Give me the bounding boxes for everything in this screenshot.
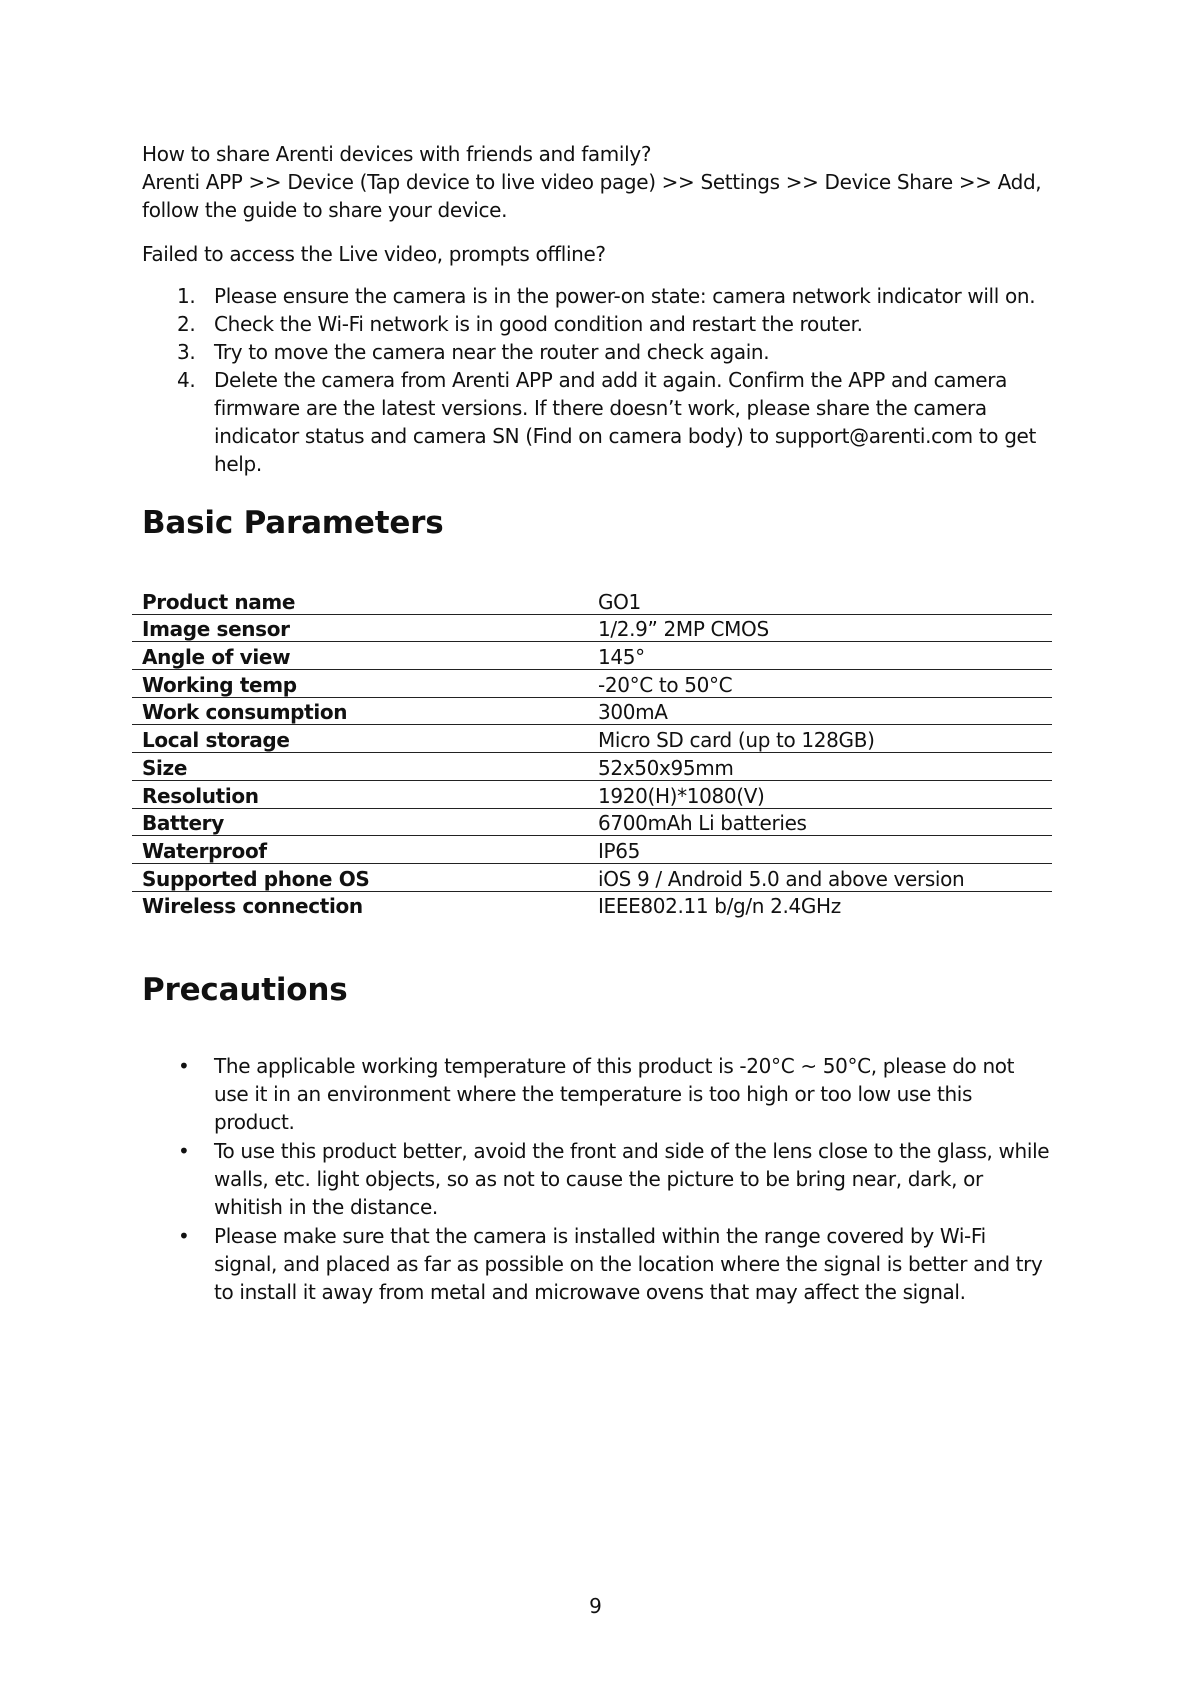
param-value: IP65 bbox=[588, 836, 1052, 864]
bullet-icon: • bbox=[178, 1139, 190, 1164]
list-item-text: Try to move the camera near the router and check again. bbox=[214, 340, 770, 364]
precautions-list bbox=[142, 1052, 1052, 1306]
list-item bbox=[177, 282, 1052, 310]
list-item-text: Please ensure the camera is in the power-on state: camera network indicator will on. bbox=[214, 284, 1036, 308]
faq-share bbox=[142, 140, 1052, 224]
param-value: 300mA bbox=[588, 697, 1052, 725]
list-item-text: To use this product better, avoid the front and side of the lens close to the glass, while walls, etc. light objects, so as not to cause the picture to be bring near, dark, or whitish in the distance. bbox=[214, 1139, 1050, 1220]
list-item-number: 4. bbox=[177, 368, 196, 392]
param-label: Working temp bbox=[132, 670, 588, 698]
param-label: Battery bbox=[132, 808, 588, 836]
param-value: 1/2.9” 2MP CMOS bbox=[588, 614, 1052, 642]
list-item bbox=[177, 310, 1052, 338]
table-row bbox=[132, 863, 1052, 891]
param-label: Product name bbox=[132, 587, 588, 614]
table-row bbox=[132, 808, 1052, 836]
list-item-number: 3. bbox=[177, 340, 196, 364]
list-item-text: The applicable working temperature of this product is -20°C ~ 50°C, please do not use it in an environment where the temperature is too high or too low use this product. bbox=[214, 1054, 1015, 1135]
table-row bbox=[132, 697, 1052, 725]
faq-share-question: How to share Arenti devices with friends and family? bbox=[142, 142, 652, 166]
table-row bbox=[132, 891, 1052, 918]
list-item bbox=[178, 1052, 1052, 1136]
param-label: Local storage bbox=[132, 725, 588, 753]
param-value: 52x50x95mm bbox=[588, 753, 1052, 781]
param-label: Wireless connection bbox=[142, 894, 363, 919]
table-row bbox=[132, 642, 1052, 670]
table-row bbox=[132, 753, 1052, 781]
param-value: iOS 9 / Android 5.0 and above version bbox=[588, 863, 1052, 891]
param-label: Resolution bbox=[132, 780, 588, 808]
table-row bbox=[132, 587, 1052, 614]
param-value: GO1 bbox=[588, 587, 1052, 614]
param-label: Waterproof bbox=[132, 836, 588, 864]
list-item bbox=[177, 366, 1052, 478]
param-value: 1920(H)*1080(V) bbox=[588, 780, 1052, 808]
table-row bbox=[132, 780, 1052, 808]
faq-share-answer: Arenti APP >> Device (Tap device to live video page) >> Settings >> Device Share >> Add, follow the guide to share your device. bbox=[142, 170, 1042, 222]
list-item-number: 1. bbox=[177, 284, 196, 308]
parameters-table bbox=[132, 587, 1052, 918]
table-row bbox=[132, 670, 1052, 698]
list-item bbox=[178, 1222, 1052, 1306]
param-value: -20°C to 50°C bbox=[588, 670, 1052, 698]
precautions-heading: Precautions bbox=[142, 972, 348, 1009]
list-item-text: Check the Wi-Fi network is in good condition and restart the router. bbox=[214, 312, 863, 336]
param-value: 6700mAh Li batteries bbox=[588, 808, 1052, 836]
table-row bbox=[132, 836, 1052, 864]
bullet-icon: • bbox=[178, 1054, 190, 1079]
basic-parameters-heading: Basic Parameters bbox=[142, 505, 444, 541]
list-item-text: Please make sure that the camera is installed within the range covered by Wi-Fi signal, and placed as far as possible on the location where the signal is better and try to install it away from metal and microwave ovens that may affect the signal. bbox=[214, 1224, 1043, 1305]
page-number: 9 bbox=[589, 1594, 602, 1618]
faq-offline-question: Failed to access the Live video, prompts offline? bbox=[142, 242, 606, 266]
param-value: Micro SD card (up to 128GB) bbox=[588, 725, 1052, 753]
param-label: Supported phone OS bbox=[132, 863, 588, 891]
offline-steps-list bbox=[142, 282, 1052, 478]
param-label: Image sensor bbox=[132, 614, 588, 642]
table-row bbox=[132, 614, 1052, 642]
list-item bbox=[177, 338, 1052, 366]
bullet-icon: • bbox=[178, 1224, 190, 1249]
list-item-text: Delete the camera from Arenti APP and add it again. Confirm the APP and camera firmware are the latest versions. If there doesn’t work, please share the camera indicator status and camera SN (Find on camera body) to support@arenti.com to get help. bbox=[214, 368, 1036, 476]
document-page bbox=[142, 140, 1052, 1307]
list-item bbox=[178, 1137, 1052, 1221]
table-row bbox=[132, 725, 1052, 753]
param-value: IEEE802.11 b/g/n 2.4GHz bbox=[598, 894, 841, 919]
param-label: Angle of view bbox=[132, 642, 588, 670]
param-label: Work consumption bbox=[132, 697, 588, 725]
param-value: 145° bbox=[588, 642, 1052, 670]
param-label: Size bbox=[132, 753, 588, 781]
list-item-number: 2. bbox=[177, 312, 196, 336]
